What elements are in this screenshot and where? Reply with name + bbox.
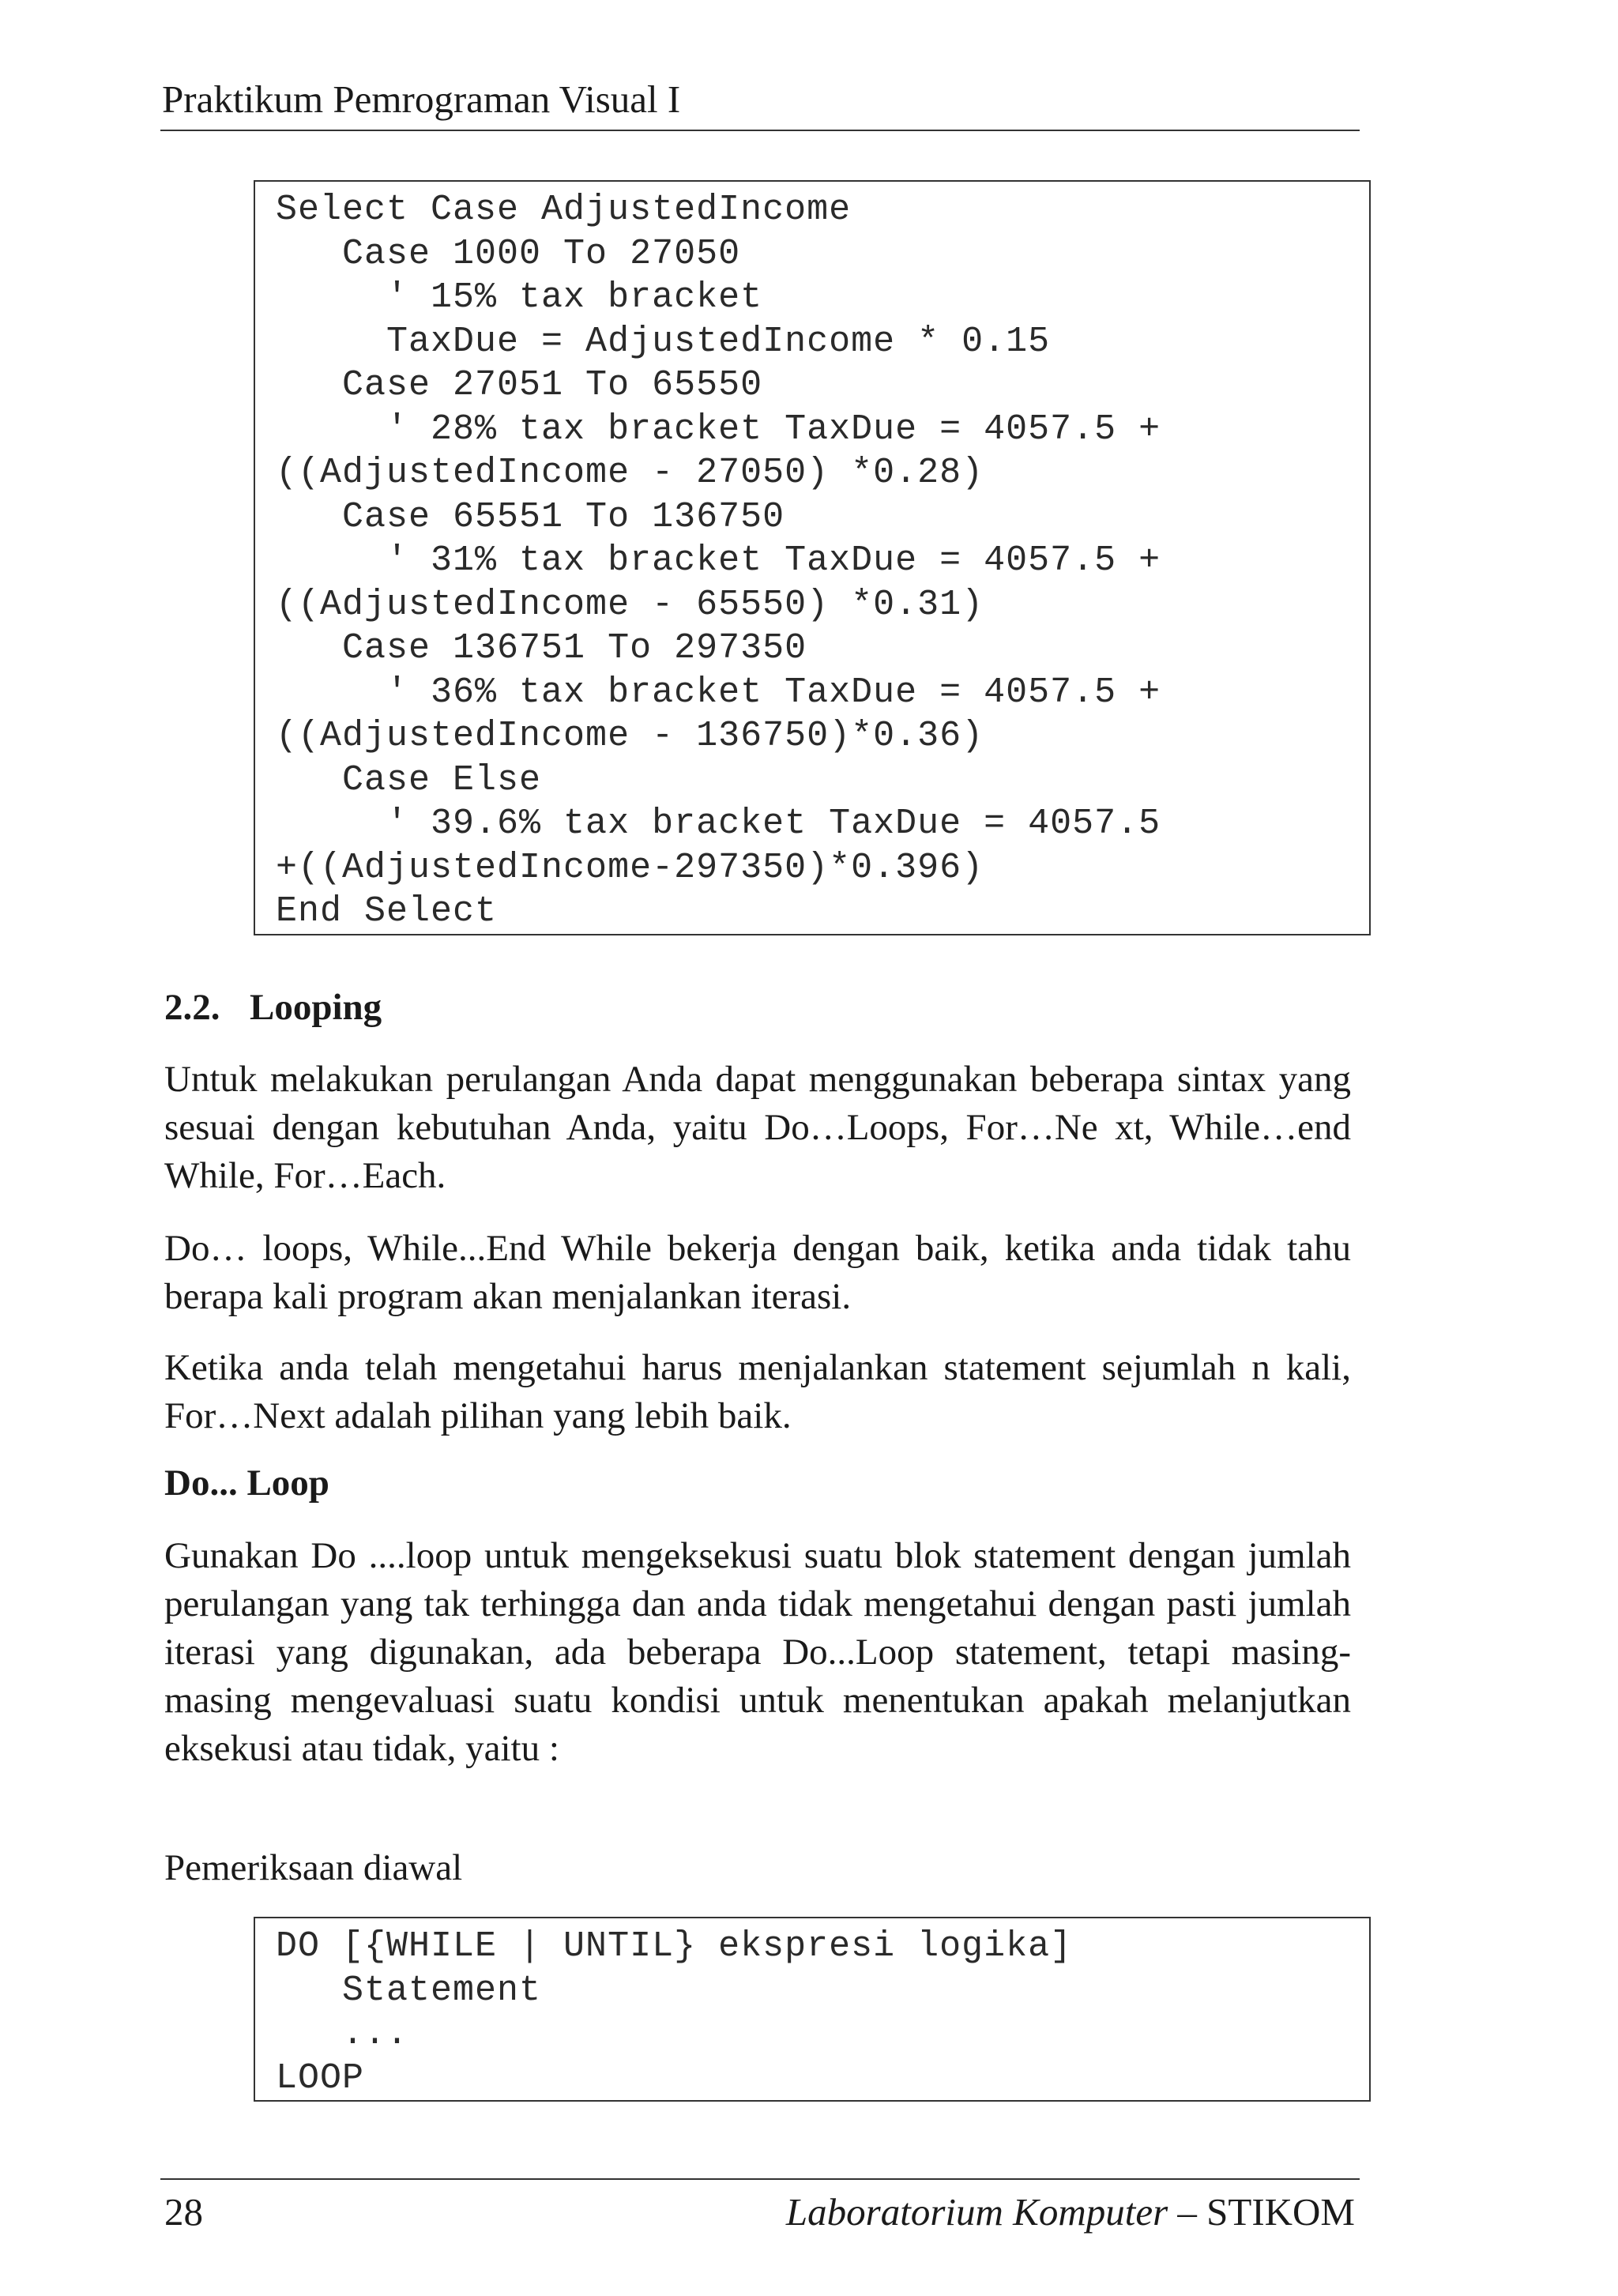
paragraph-pemeriksaan: Pemeriksaan diawal bbox=[164, 1847, 463, 1888]
page-number: 28 bbox=[164, 2190, 203, 2234]
header-rule bbox=[160, 130, 1360, 131]
section-number: 2.2. bbox=[164, 987, 220, 1028]
code-line: LOOP bbox=[276, 2057, 365, 2098]
code-line: TaxDue = AdjustedIncome * 0.15 bbox=[276, 321, 1051, 362]
code-line: Case 136751 To 297350 bbox=[276, 628, 807, 668]
section-title: Looping bbox=[250, 987, 382, 1028]
code-line: ((AdjustedIncome - 65550) *0.31) bbox=[276, 584, 984, 625]
code-line: ' 15% tax bracket bbox=[276, 277, 763, 318]
paragraph-do-loop-desc: Gunakan Do ....loop untuk mengeksekusi suatu blok statement dengan jumlah perulangan yang tak terhingga dan anda tidak mengetahui dengan pasti jumlah iterasi yang digunakan, ada beberapa Do...Loop statement, tetapi masing-masing mengevaluasi suatu kondisi untuk menentukan apakah melanjutkan eksekusi atau tidak, yaitu : bbox=[164, 1535, 1351, 1769]
code-block-select-case bbox=[254, 180, 1371, 935]
code-line: ((AdjustedIncome - 136750)*0.36) bbox=[276, 716, 984, 756]
code-line: +((AdjustedIncome-297350)*0.396) bbox=[276, 847, 984, 888]
footer-lab: Laboratorium Komputer bbox=[785, 2190, 1168, 2234]
code-line: ' 39.6% tax bracket TaxDue = 4057.5 bbox=[276, 804, 1161, 844]
footer-rule bbox=[160, 2178, 1360, 2180]
paragraph-intro: Untuk melakukan perulangan Anda dapat menggunakan beberapa sintax yang sesuai dengan kebutuhan Anda, yaitu Do…Loops, For…Ne xt, While…end While, For…Each. bbox=[164, 1059, 1351, 1196]
code-line: ' 36% tax bracket TaxDue = 4057.5 + bbox=[276, 672, 1161, 713]
code-line: Case Else bbox=[276, 759, 542, 800]
code-line: Case 27051 To 65550 bbox=[276, 365, 763, 405]
code-line: Select Case AdjustedIncome bbox=[276, 190, 852, 230]
code-line: ' 28% tax bracket TaxDue = 4057.5 + bbox=[276, 408, 1161, 450]
code-line: Statement bbox=[276, 1970, 542, 2011]
code-line: ((AdjustedIncome - 27050) *0.28) bbox=[276, 453, 984, 493]
footer-credit bbox=[786, 2189, 1355, 2236]
code-block-do-loop bbox=[254, 1917, 1371, 2102]
code-line: ' 31% tax bracket TaxDue = 4057.5 + bbox=[276, 540, 1161, 581]
page-header: Praktikum Pemrograman Visual I bbox=[162, 77, 681, 121]
footer-separator: – bbox=[1168, 2190, 1207, 2234]
paragraph-for-next: Ketika anda telah mengetahui harus menjalankan statement sejumlah n kali, For…Next adalah pilihan yang lebih baik. bbox=[164, 1347, 1351, 1436]
code-line: End Select bbox=[276, 891, 498, 932]
section-heading bbox=[164, 984, 382, 1031]
code-line: ... bbox=[276, 2014, 409, 2054]
subheading-do-loop: Do... Loop bbox=[164, 1462, 329, 1504]
code-line: Case 65551 To 136750 bbox=[276, 496, 785, 537]
footer-org: STIKOM bbox=[1206, 2190, 1355, 2234]
paragraph-do-loops: Do… loops, While...End While bekerja dengan baik, ketika anda tidak tahu berapa kali program akan menjalankan iterasi. bbox=[164, 1228, 1351, 1317]
code-line: DO [{WHILE | UNTIL} ekspresi logika] bbox=[276, 1926, 1073, 1967]
code-line: Case 1000 To 27050 bbox=[276, 233, 741, 274]
